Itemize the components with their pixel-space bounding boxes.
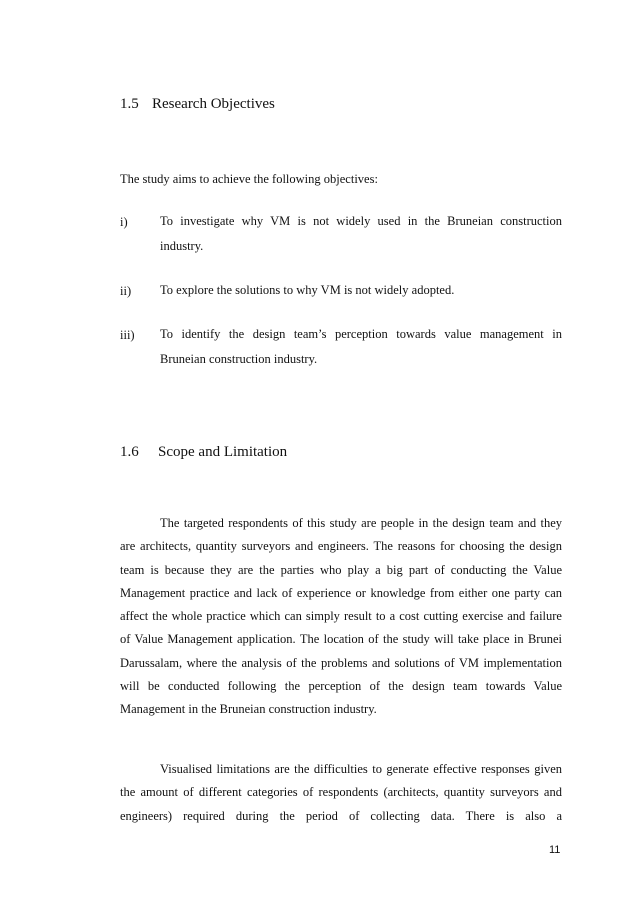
section-number: 1.6	[120, 444, 139, 460]
section-heading-scope-and-limitation	[120, 444, 287, 461]
section-title: Research Objectives	[152, 96, 275, 112]
objective-number: i)	[120, 215, 128, 229]
section-heading-research-objectives	[120, 96, 275, 113]
objective-number: iii)	[120, 328, 135, 342]
objective-text: To identify the design team’s perception towards value management in Bruneian construction industry.	[160, 327, 562, 366]
body-paragraph: Visualised limitations are the difficulties to generate effective responses given the amount of different categories of respondents (architects, quantity surveyors and engineers) required during the period of collecting data. There is also a	[120, 762, 562, 823]
objective-text: To explore the solutions to why VM is not widely adopted.	[160, 283, 455, 297]
section-title: Scope and Limitation	[158, 444, 288, 460]
section-number: 1.5	[120, 96, 139, 112]
page-number: 11	[549, 844, 561, 856]
objective-number: ii)	[120, 284, 132, 298]
body-paragraph: The targeted respondents of this study are people in the design team and they are architects, quantity surveyors and engineers. The reasons for choosing the design team is because they are the parties who play a big part of conducting the Value Management practice and lack of experience or knowledge from either one party can affect the whole practice which can simply result to a cost cutting exercise and failure of Value Management application. The location of the study will take place in Brunei Darussalam, where the analysis of the problems and solutions of VM implementation will be conducted following the perception of the design team towards Value Management in the Bruneian construction industry.	[120, 516, 562, 717]
objective-text: To investigate why VM is not widely used in the Bruneian construction industry.	[160, 214, 562, 253]
objectives-intro: The study aims to achieve the following objectives:	[120, 172, 378, 186]
